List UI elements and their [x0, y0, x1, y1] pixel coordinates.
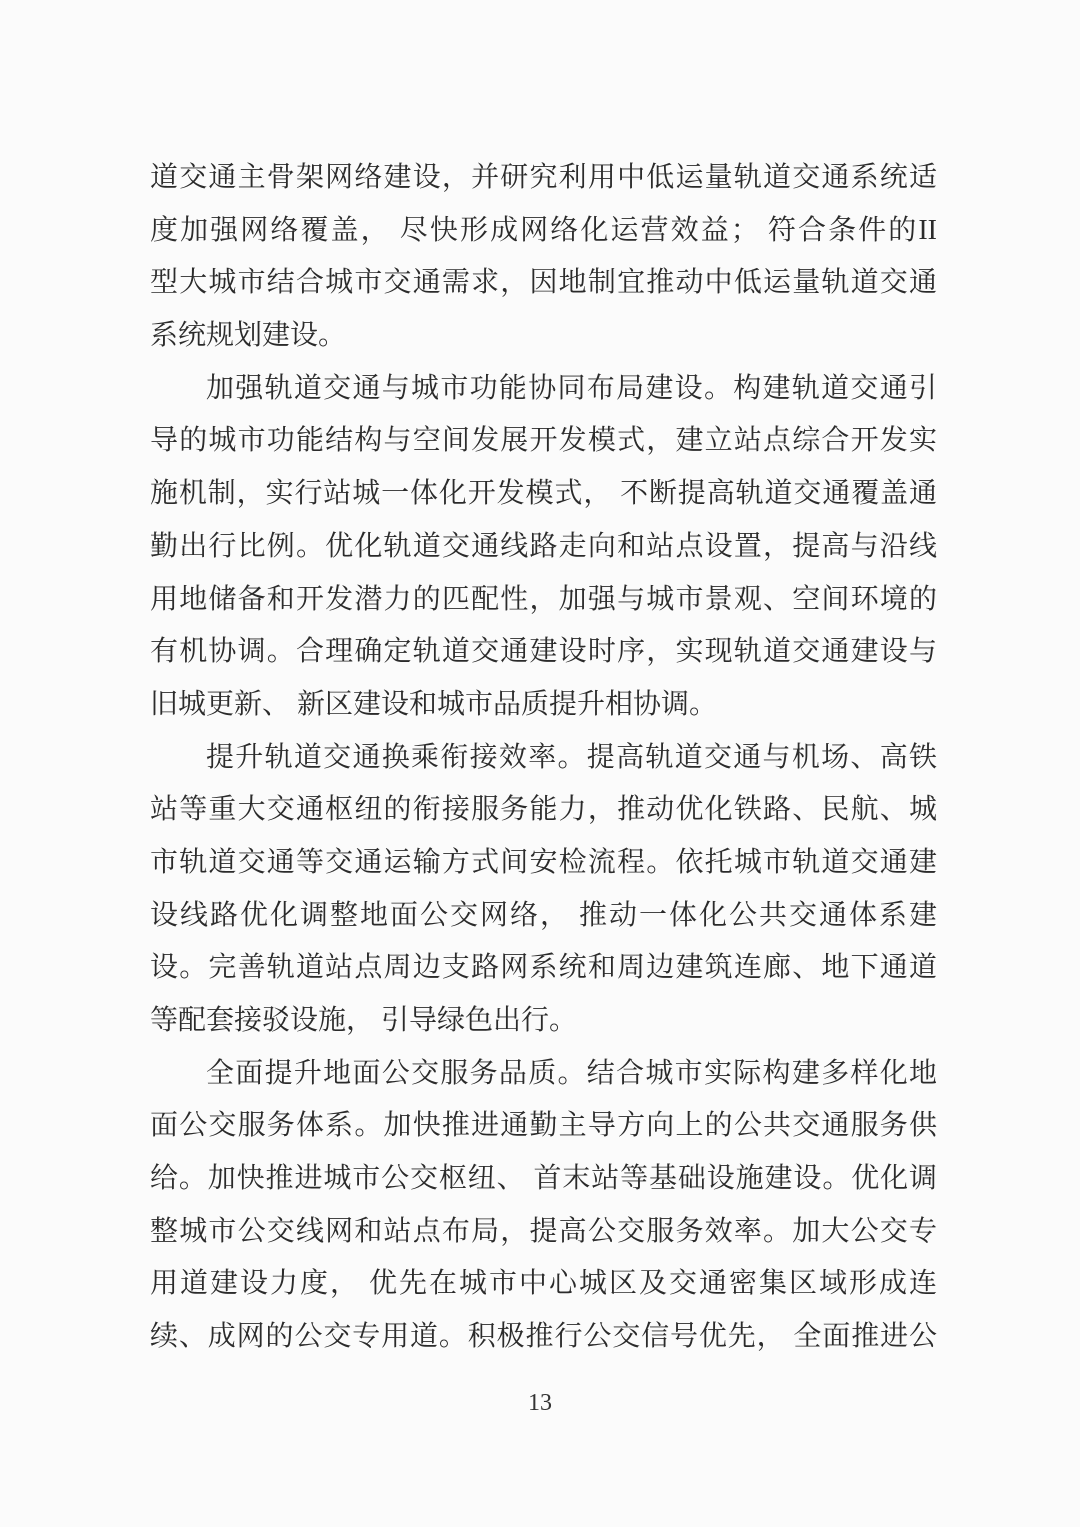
- text-line: 系统规划建设。: [150, 320, 347, 352]
- text-line: 设。完善轨道站点周边支路网系统和周边建筑连廊、地下通道: [150, 952, 937, 984]
- text-line: 型大城市结合城市交通需求，因地制宜推动中低运量轨道交通: [150, 267, 937, 299]
- text-line: 整城市公交线网和站点布局，提高公交服务效率。加大公交专: [150, 1215, 937, 1247]
- paragraph: [150, 1048, 937, 1364]
- page-number: 13: [528, 1390, 552, 1416]
- text-line: 用地储备和开发潜力的匹配性，加强与城市景观、空间环境的: [150, 583, 937, 615]
- text-line: 旧城更新、 新区建设和城市品质提升相协调。: [150, 688, 718, 720]
- text-line: 等配套接驳设施， 引导绿色出行。: [150, 1005, 578, 1036]
- text-line: 道交通主骨架网络建设，并研究利用中低运量轨道交通系统适: [150, 162, 937, 193]
- paragraph: [150, 363, 937, 732]
- text-line: 加强轨道交通与城市功能协同布局建设。构建轨道交通引: [206, 372, 937, 404]
- paragraph: [150, 732, 937, 1048]
- text-line: 导的城市功能结构与空间发展开发模式，建立站点综合开发实: [150, 425, 937, 457]
- paragraph: [150, 152, 937, 363]
- text-line: 市轨道交通等交通运输方式间安检流程。依托城市轨道交通建: [150, 846, 937, 878]
- text-line: 面公交服务体系。加快推进通勤主导方向上的公共交通服务供: [150, 1110, 937, 1142]
- text-line: 度加强网络覆盖， 尽快形成网络化运营效益； 符合条件的II: [150, 214, 937, 246]
- text-line: 有机协调。合理确定轨道交通建设时序，实现轨道交通建设与: [150, 636, 937, 668]
- text-line: 设线路优化调整地面公交网络， 推动一体化公共交通体系建: [150, 899, 937, 931]
- text-line: 给。加快推进城市公交枢纽、 首末站等基础设施建设。优化调: [150, 1163, 937, 1195]
- body-text: [150, 152, 937, 1364]
- text-line: 勤出行比例。优化轨道交通线路走向和站点设置，提高与沿线: [150, 530, 937, 562]
- text-line: 施机制，实行站城一体化开发模式， 不断提高轨道交通覆盖通: [150, 478, 937, 510]
- text-line: 续、成网的公交专用道。积极推行公交信号优先， 全面推进公: [150, 1321, 937, 1353]
- text-line: 提升轨道交通换乘衔接效率。提高轨道交通与机场、高铁: [206, 741, 937, 773]
- text-line: 站等重大交通枢纽的衔接服务能力，推动优化铁路、民航、城: [150, 794, 937, 826]
- text-line: 全面提升地面公交服务品质。结合城市实际构建多样化地: [206, 1057, 937, 1089]
- text-line: 用道建设力度， 优先在城市中心城区及交通密集区域形成连: [150, 1268, 937, 1300]
